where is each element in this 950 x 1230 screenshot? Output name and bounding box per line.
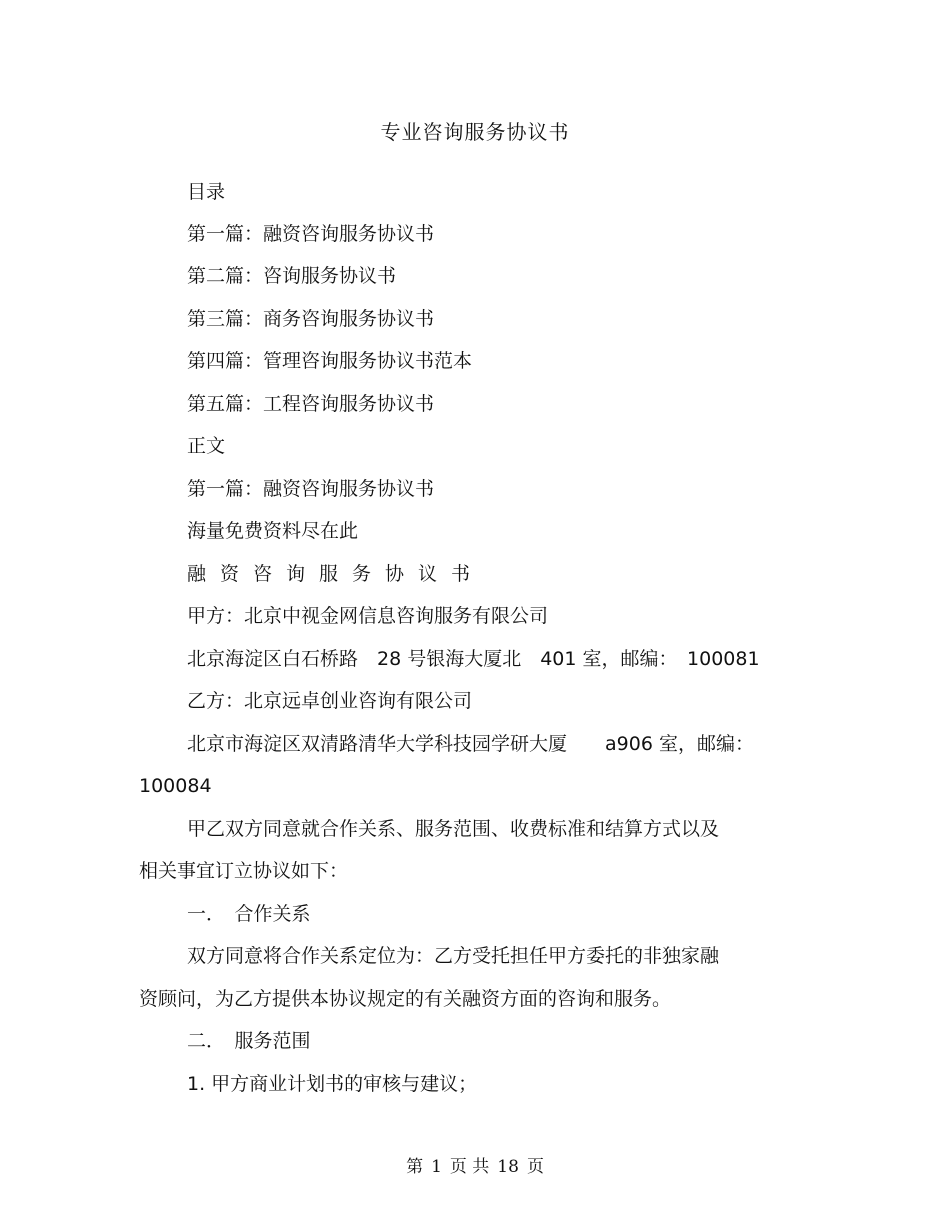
party-b-name: 乙方：北京远卓创业咨询有限公司 <box>187 690 473 712</box>
total-pages-number: 18 <box>497 1157 519 1177</box>
paragraph-line: 资顾问，为乙方提供本协议规定的有关融资方面的咨询和服务。 <box>139 988 672 1010</box>
page-footer <box>0 1152 950 1177</box>
paragraph-line: 甲乙双方同意就合作关系、服务范围、收费标准和结算方式以及 <box>187 818 720 840</box>
footer-mid: 页 共 <box>449 1157 490 1177</box>
footer-prefix: 第 <box>406 1157 424 1177</box>
toc-item-5: 第五篇：工程咨询服务协议书 <box>187 393 435 415</box>
paragraph-line: 相关事宜订立协议如下： <box>139 860 349 882</box>
footer-suffix: 页 <box>526 1157 544 1177</box>
toc-item-4: 第四篇：管理咨询服务协议书范本 <box>187 350 473 372</box>
agreement-title: 融资咨询服务协议书 <box>187 563 485 585</box>
document-title: 专业咨询服务协议书 <box>380 120 570 144</box>
party-a-name: 甲方：北京中视金网信息咨询服务有限公司 <box>187 605 549 627</box>
toc-item-3: 第三篇：商务咨询服务协议书 <box>187 308 435 330</box>
section-heading: 第一篇：融资咨询服务协议书 <box>187 478 435 500</box>
body-heading: 正文 <box>187 435 226 457</box>
toc-item-2: 第二篇：咨询服务协议书 <box>187 265 397 287</box>
clause-heading-1: 一． 合作关系 <box>187 903 311 925</box>
toc-item-1: 第一篇：融资咨询服务协议书 <box>187 223 435 245</box>
current-page-number: 1 <box>431 1157 442 1177</box>
party-b-address: 北京市海淀区双清路清华大学科技园学研大厦 a906 室，邮编： <box>187 733 754 755</box>
party-b-postcode: 100084 <box>139 775 212 797</box>
promo-line: 海量免费资料尽在此 <box>187 520 359 542</box>
party-a-address: 北京海淀区白石桥路 28 号银海大厦北 401 室，邮编： 100081 <box>187 648 760 670</box>
toc-heading: 目录 <box>187 181 226 203</box>
clause-heading-2: 二． 服务范围 <box>187 1030 311 1052</box>
paragraph-line: 双方同意将合作关系定位为：乙方受托担任甲方委托的非独家融 <box>187 945 720 967</box>
list-item: 1. 甲方商业计划书的审核与建议； <box>187 1073 478 1095</box>
